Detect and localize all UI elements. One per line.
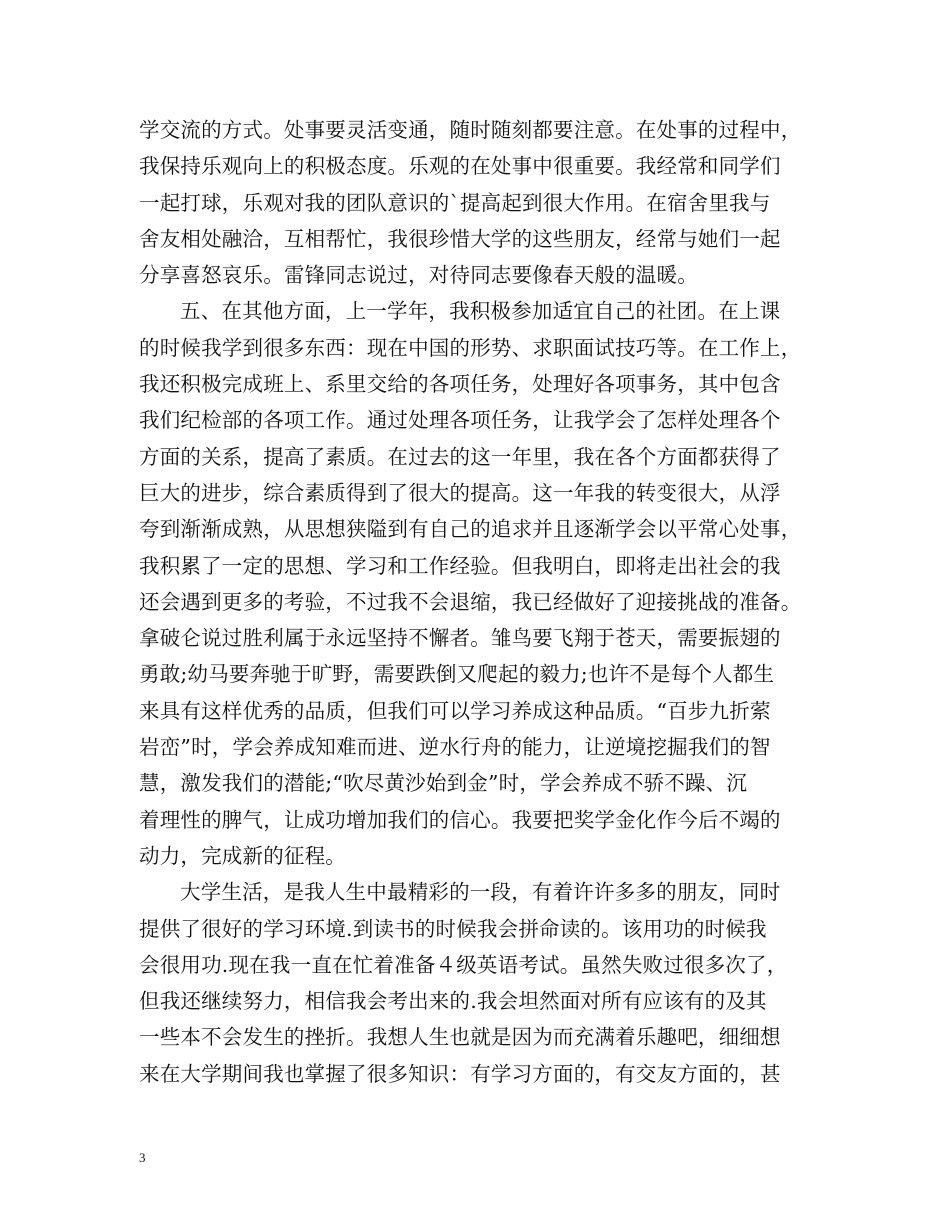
paragraph-first-line: 五、在其他方面，上一学年，我积极参加适宜自己的社团。在上课 (180, 299, 781, 324)
text-line: 一些本不会发生的挫折。我想人生也就是因为而充满着乐趣吧，细细想 (139, 1025, 781, 1050)
text-line: 夸到渐渐成熟，从思想狭隘到有自己的追求并且逐渐学会以平常心处事， (139, 517, 802, 542)
paragraph-first-line: 大学生活，是我人生中最精彩的一段，有着许许多多的朋友，同时 (180, 880, 781, 905)
text-line: 舍友相处融洽，互相帮忙，我很珍惜大学的这些朋友，经常与她们一起 (139, 226, 781, 251)
text-line: 提供了很好的学习环境.到读书的时候我会拼命读的。该用功的时候我 (139, 916, 767, 941)
text-line: 巨大的进步，综合素质得到了很大的提高。这一年我的转变很大，从浮 (139, 480, 781, 505)
text-line: 来在大学期间我也掌握了很多知识：有学习方面的，有交友方面的，甚 (139, 1061, 781, 1086)
text-line: 勇敢;幼马要奔驰于旷野，需要跌倒又爬起的毅力;也许不是每个人都生 (139, 662, 775, 687)
text-line: 岩峦”时，学会养成知难而进、逆水行舟的能力，让逆境挖掘我们的智 (139, 735, 771, 760)
text-line: 的时候我学到很多东西：现在中国的形势、求职面试技巧等。在工作上， (139, 335, 802, 360)
text-line: 着理性的脾气，让成功增加我们的信心。我要把奖学金化作今后不竭的 (139, 807, 781, 832)
text-line: 拿破仑说过胜利属于永远坚持不懈者。雏鸟要飞翔于苍天，需要振翅的 (139, 626, 781, 651)
text-line: 一起打球，乐观对我的团队意识的`提高起到很大作用。在宿舍里我与 (139, 190, 771, 215)
text-line: 还会遇到更多的考验，不过我不会退缩，我已经做好了迎接挑战的准备。 (139, 589, 802, 614)
body-text (139, 112, 814, 1092)
text-line: 我保持乐观向上的积极态度。乐观的在处事中很重要。我经常和同学们 (139, 154, 781, 179)
text-line: 学交流的方式。处事要灵活变通，随时随刻都要注意。在处事的过程中， (139, 118, 802, 142)
text-line: 分享喜怒哀乐。雷锋同志说过，对待同志要像春天般的温暖。 (139, 263, 698, 288)
text-line: 我积累了一定的思想、学习和工作经验。但我明白，即将走出社会的我 (139, 553, 781, 578)
text-line: 方面的关系，提高了素质。在过去的这一年里，我在各个方面都获得了 (139, 444, 781, 469)
text-line: 我还积极完成班上、系里交给的各项任务，处理好各项事务，其中包含 (139, 372, 781, 397)
text-line: 动力，完成新的征程。 (139, 843, 346, 868)
page-number: 3 (139, 1150, 146, 1165)
text-line: 但我还继续努力，相信我会考出来的.我会坦然面对所有应该有的及其 (139, 989, 767, 1014)
text-line: 来具有这样优秀的品质，但我们可以学习养成这种品质。“百步九折萦 (139, 698, 771, 723)
text-line: 慧，激发我们的潜能;“吹尽黄沙始到金”时，学会养成不骄不躁、沉 (139, 771, 748, 796)
text-line: 我们纪检部的各项工作。通过处理各项任务，让我学会了怎样处理各个 (139, 408, 781, 433)
text-line: 会很用功.现在我一直在忙着准备４级英语考试。虽然失败过很多次了， (139, 952, 788, 977)
